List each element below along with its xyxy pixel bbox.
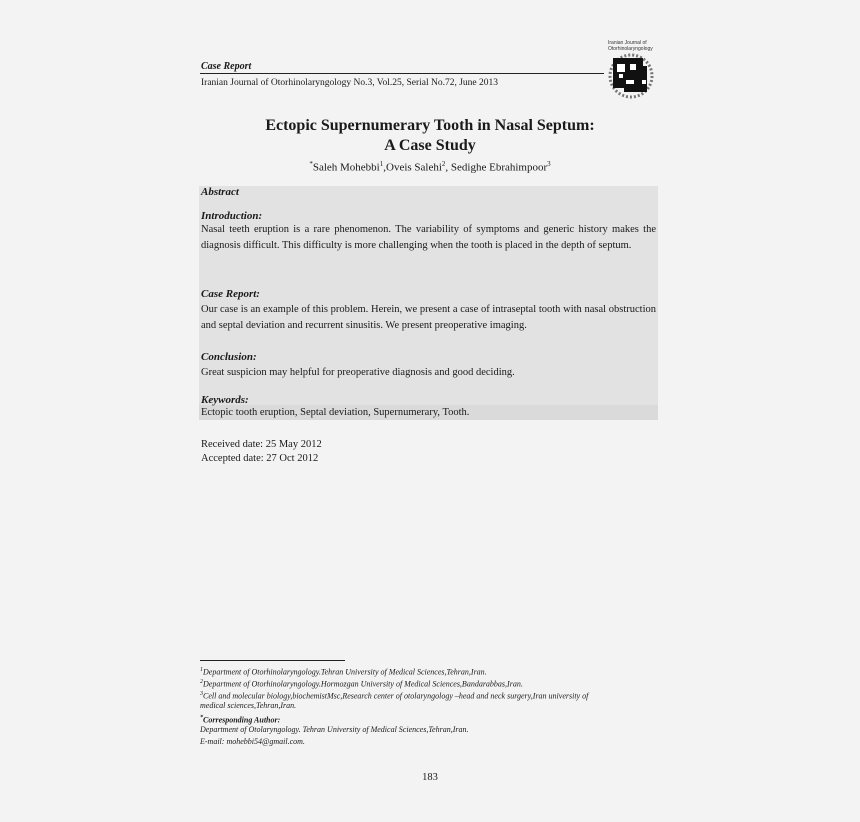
- author-name: Sedighe Ebrahimpoor: [450, 161, 548, 174]
- logo-text-line2: Otorhinolaryngology: [608, 46, 653, 52]
- footnote-rule: [200, 660, 345, 661]
- author-list: *Saleh Mohebbi$^1$,Oveis Salehi$^2$, Sedighe Ebrahimpoor$^3$: [309, 160, 551, 174]
- footnote-2: $^2$Department of Otorhinolaryngology.Hormozgan University of Medical Sciences,Bandarabbas,Iran.: [200, 679, 523, 689]
- conclusion-label: Conclusion:: [201, 351, 257, 363]
- keywords-text: Ectopic tooth eruption, Septal deviation, Supernumerary, Tooth.: [201, 407, 470, 418]
- journal-citation: Iranian Journal of Otorhinolaryngology No.3, Vol.25, Serial No.72, June 2013: [201, 78, 499, 88]
- abstract-heading: Abstract: [201, 186, 239, 198]
- introduction-label: Introduction:: [201, 210, 263, 222]
- case-report-text: Our case is an example of this problem. Herein, we present a case of intraseptal tooth with nasal obstruction and septal deviation and recurrent sinusitis. We present preoperative imaging.: [201, 304, 656, 331]
- corresponding-dept: Department of Otolaryngology. Tehran University of Medical Sciences,Tehran,Iran.: [200, 725, 469, 734]
- author-affil: 1: [379, 160, 384, 168]
- author-affil: 2: [441, 160, 446, 168]
- corresponding-author-label: *Corresponding Author:: [200, 715, 281, 725]
- introduction-text: Nasal teeth eruption is a rare phenomenon. The variability of symptoms and generic history makes the diagnosis difficult. This difficulty is more challenging when the tooth is placed in the depth of septum.: [201, 224, 656, 251]
- page-number: 183: [422, 772, 438, 783]
- keywords-label: Keywords:: [201, 394, 249, 406]
- author-name: Saleh Mohebbi: [312, 161, 380, 174]
- logo-text-line1: Iranian Journal of: [608, 40, 647, 46]
- corresponding-mark: *: [309, 160, 313, 168]
- footnote-3-cont: medical sciences,Tehran,Iran.: [200, 701, 297, 710]
- skull-logo-icon: [604, 50, 661, 106]
- footnote-3: $^3$Cell and molecular biology,biochemistMsc,Research center of otolaryngology –head and neck surgery,Iran university of: [200, 691, 589, 701]
- case-report-label: Case Report:: [201, 288, 260, 300]
- footnote-1: $^1$Department of Otorhinolaryngology.Tehran University of Medical Sciences,Tehran,Iran.: [200, 667, 487, 677]
- corresponding-email[interactable]: E-mail: mohebbi54@gmail.com.: [200, 737, 305, 746]
- header-rule: [200, 73, 604, 74]
- author-name: Oveis Salehi: [386, 161, 442, 174]
- section-label: Case Report: [201, 61, 252, 72]
- journal-logo: [604, 40, 661, 106]
- paper-title-line1: Ectopic Supernumerary Tooth in Nasal Septum:: [265, 117, 595, 134]
- author-affil: 3: [547, 160, 551, 168]
- paper-title-line2: A Case Study: [384, 137, 476, 154]
- accepted-date: Accepted date: 27 Oct 2012: [201, 453, 319, 464]
- conclusion-text: Great suspicion may helpful for preoperative diagnosis and good deciding.: [201, 367, 515, 378]
- received-date: Received date: 25 May 2012: [201, 439, 322, 450]
